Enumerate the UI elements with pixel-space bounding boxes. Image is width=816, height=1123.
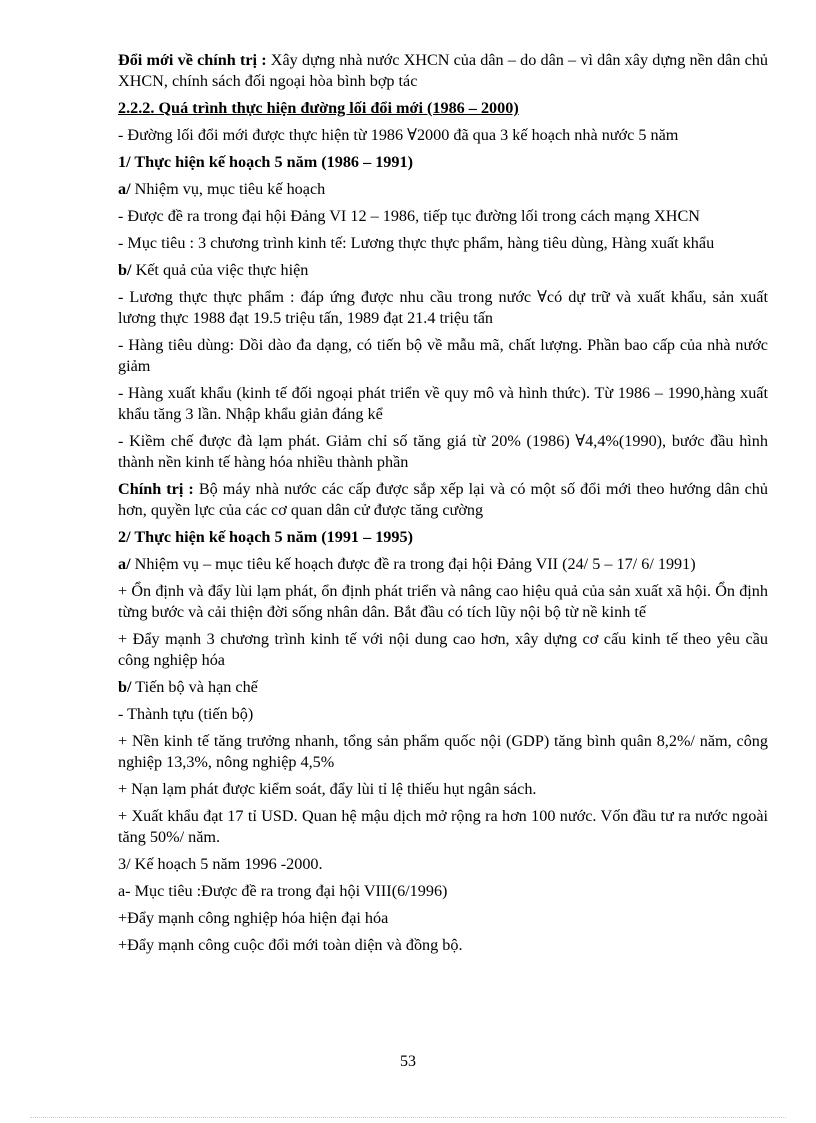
subheading-b2 [118, 677, 768, 698]
paragraph-politics [118, 479, 768, 521]
section-heading-2-2-2: 2.2.2. Quá trình thực hiện đường lối đổi mới (1986 – 2000) [118, 99, 519, 117]
subheading-a1 [118, 179, 768, 200]
paragraph-p13: + Nền kinh tế tăng trưởng nhanh, tổng sản phẩm quốc nội (GDP) tăng bình quân 8,2%/ năm, công nghiệp 13,3%, nông nghiệp 4,5% [118, 732, 768, 771]
political-reform-text: Xây dựng nhà nước XHCN của dân – do dân – vì dân xây dựng nền dân chủ XHCN, chính sách đối ngoại hòa bình bợp tác [118, 51, 768, 90]
paragraph-intro: - Đường lối đổi mới được thực hiện từ 1986 ∀2000 đã qua 3 kế hoạch nhà nước 5 năm [118, 126, 679, 144]
subheading-a2 [118, 554, 768, 575]
politics-label: Chính trị : [118, 480, 194, 498]
paragraph-p17: a- Mục tiêu :Được đề ra trong đại hội VIII(6/1996) [118, 882, 448, 900]
paragraph-political-reform [118, 50, 768, 92]
paragraph-p15: + Xuất khẩu đạt 17 tỉ USD. Quan hệ mậu dịch mở rộng ra hơn 100 nước. Vốn đầu tư ra nước ngoài tăng 50%/ năm. [118, 807, 768, 846]
subheading-a2-text: Nhiệm vụ – mục tiêu kế hoạch được đề ra trong đại hội Đảng VII (24/ 5 – 17/ 6/ 1991) [130, 555, 696, 573]
subheading-a1-text: Nhiệm vụ, mục tiêu kế hoạch [130, 180, 326, 198]
subheading-b1-text: Kết quả của việc thực hiện [131, 261, 309, 279]
political-reform-label: Đổi mới về chính trị : [118, 51, 267, 69]
heading-plan-1991-1995: 2/ Thực hiện kế hoạch 5 năm (1991 – 1995) [118, 528, 413, 546]
subheading-b1-label: b/ [118, 261, 132, 279]
paragraph-p19: +Đẩy mạnh công cuộc đổi mới toàn diện và đồng bộ. [118, 936, 463, 954]
paragraph-p3: - Được đề ra trong đại hội Đảng VI 12 – 1986, tiếp tục đường lối trong cách mạng XHCN [118, 207, 700, 225]
paragraph-p11: + Đẩy mạnh 3 chương trình kinh tế với nội dung cao hơn, xây dựng cơ cấu kinh tế theo yêu cầu công nghiệp hóa [118, 630, 768, 669]
page-number: 53 [400, 1053, 416, 1070]
paragraph-p14: + Nạn lạm phát được kiểm soát, đẩy lùi tỉ lệ thiếu hụt ngân sách. [118, 780, 537, 798]
heading-plan-1986-1991: 1/ Thực hiện kế hoạch 5 năm (1986 – 1991) [118, 153, 413, 171]
paragraph-p8: - Kiềm chế được đà lạm phát. Giảm chỉ số tăng giá từ 20% (1986) ∀4,4%(1990), bước đầu hình thành nền kinh tế hàng hóa nhiều thành phần [118, 432, 768, 471]
paragraph-p10: + Ổn định và đẩy lùi lạm phát, ổn định phát triển và nâng cao hiệu quả của sản xuất xã hội. Ổn định từng bước và cải thiện đời sống nhân dân. Bắt đầu có tích lũy nội bộ từ nề kinh tế [118, 582, 768, 621]
document-body [118, 50, 768, 962]
subheading-a1-label: a/ [118, 180, 131, 198]
subheading-b1 [118, 260, 768, 281]
paragraph-p16: 3/ Kế hoạch 5 năm 1996 -2000. [118, 855, 323, 873]
subheading-b2-text: Tiến bộ và hạn chế [131, 678, 258, 696]
subheading-b2-label: b/ [118, 678, 132, 696]
paragraph-p12: - Thành tựu (tiến bộ) [118, 705, 254, 723]
paragraph-p4: - Mục tiêu : 3 chương trình kinh tế: Lương thực thực phẩm, hàng tiêu dùng, Hàng xuất khẩu [118, 234, 715, 252]
paragraph-p6: - Hàng tiêu dùng: Dồi dào đa dạng, có tiến bộ về mẫu mã, chất lượng. Phần bao cấp của nhà nước giảm [118, 336, 768, 375]
page-bottom-divider [30, 1117, 786, 1118]
paragraph-p5: - Lương thực thực phẩm : đáp ứng được nhu cầu trong nước ∀có dự trữ và xuất khẩu, sản xuất lương thực 1988 đạt 19.5 triệu tấn, 1989 đạt 21.4 triệu tấn [118, 288, 768, 327]
paragraph-p18: +Đẩy mạnh công nghiệp hóa hiện đại hóa [118, 909, 389, 927]
subheading-a2-label: a/ [118, 555, 131, 573]
politics-text: Bộ máy nhà nước các cấp được sắp xếp lại và có một số đổi mới theo hướng dân chủ hơn, quyền lực của các cơ quan dân cử được tăng cường [118, 480, 768, 519]
paragraph-p7: - Hàng xuất khẩu (kinh tế đối ngoại phát triển về quy mô và hình thức). Từ 1986 – 1990,hàng xuất khẩu tăng 3 lần. Nhập khẩu giản đáng kể [118, 384, 768, 423]
